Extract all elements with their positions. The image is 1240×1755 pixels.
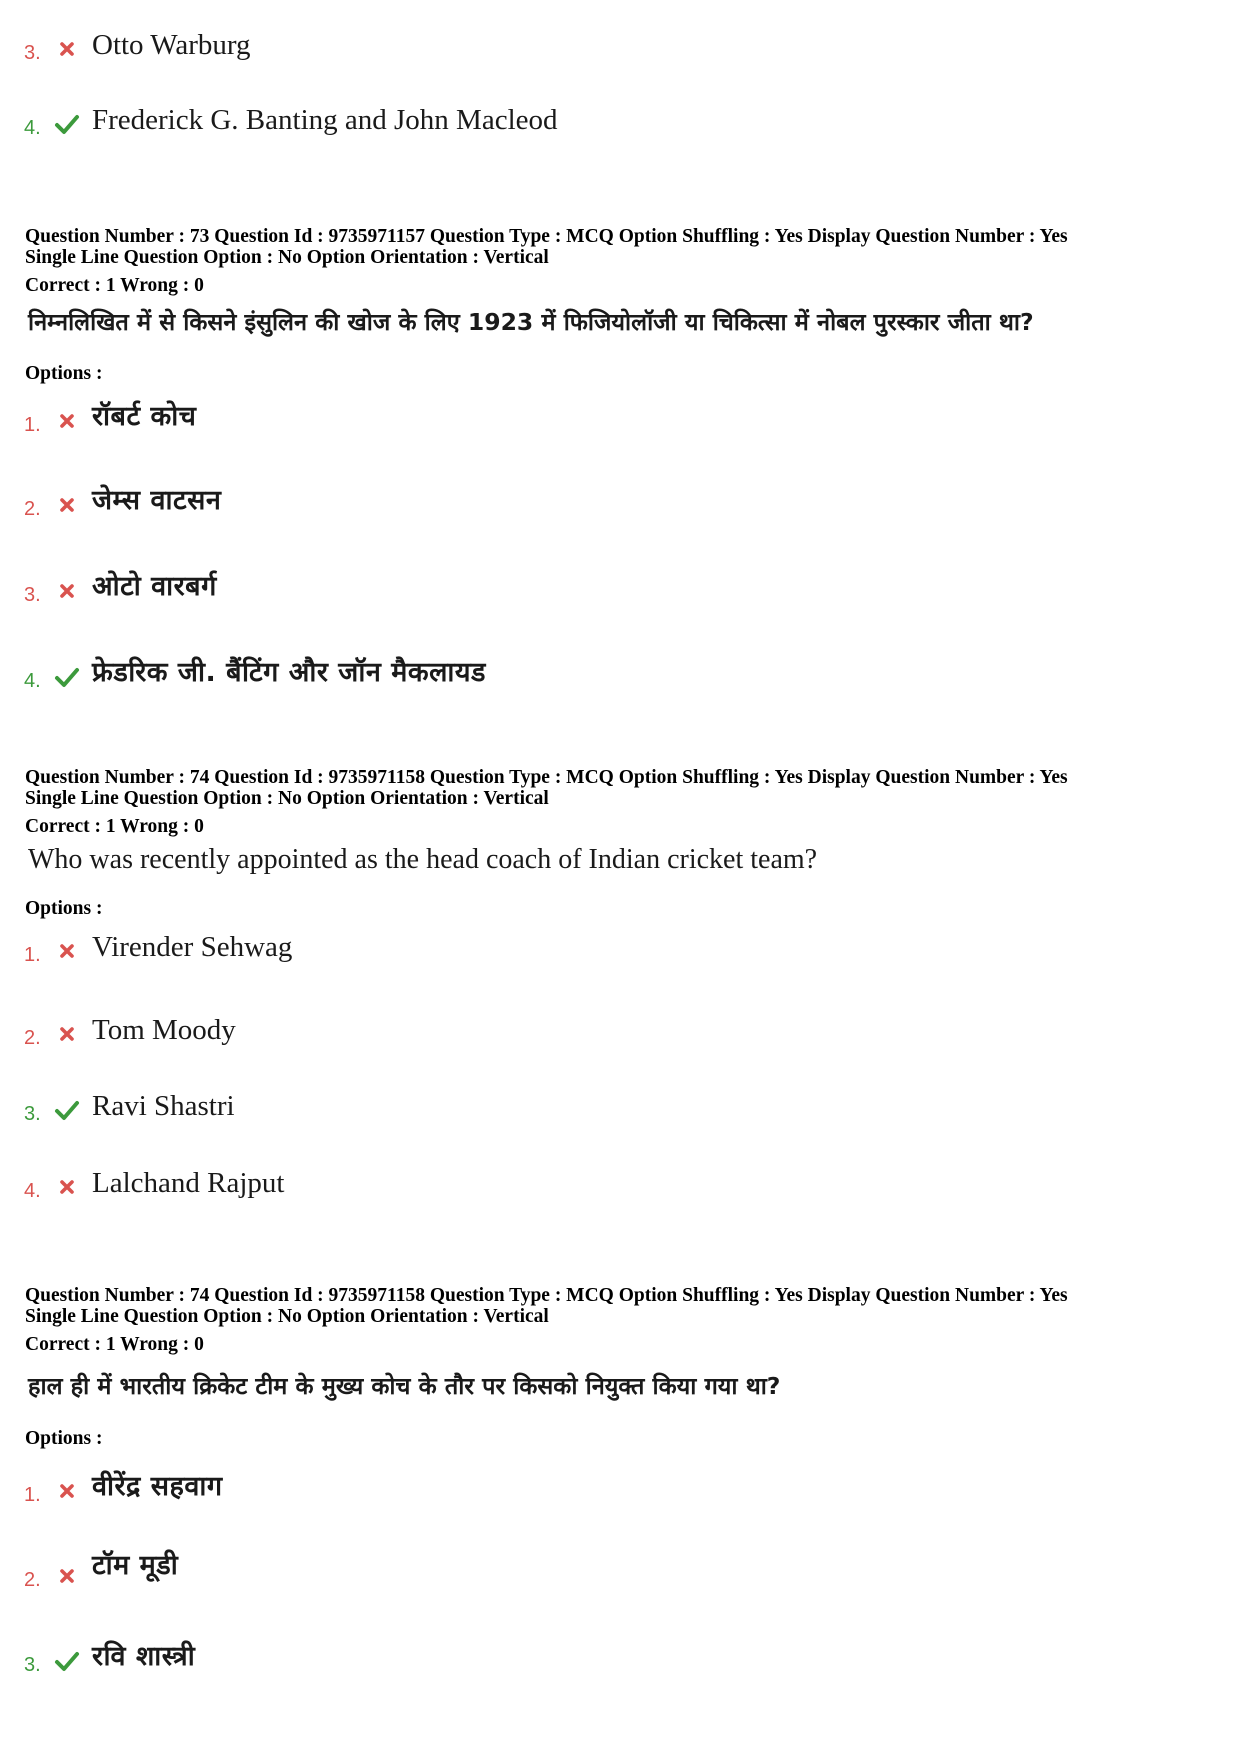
marks-line: Correct : 1 Wrong : 0 xyxy=(25,816,204,837)
option-item xyxy=(24,1640,1204,1680)
question-text: Who was recently appointed as the head coach of Indian cricket team? xyxy=(28,844,818,875)
option-item xyxy=(24,1166,1204,1206)
option-text: वीरेंद्र सहवाग xyxy=(92,1471,223,1502)
option-number: 2. xyxy=(24,1569,41,1591)
cross-icon xyxy=(54,940,80,962)
option-item xyxy=(24,400,1204,440)
cross-icon xyxy=(54,1565,80,1587)
question-text: निम्नलिखित में से किसने इंसुलिन की खोज के लिए 1923 में फिजियोलॉजी या चिकित्सा में नोबल पुरस्कार जीता था? xyxy=(28,308,1034,336)
check-icon xyxy=(54,1650,80,1672)
option-item xyxy=(24,1470,1204,1510)
option-item xyxy=(24,28,1204,68)
cross-icon xyxy=(54,38,80,60)
option-text: रॉबर्ट कोच xyxy=(92,401,197,432)
option-number: 1. xyxy=(24,1484,41,1506)
option-number: 2. xyxy=(24,498,41,520)
option-number: 2. xyxy=(24,1027,41,1049)
option-number: 4. xyxy=(24,670,41,692)
cross-icon xyxy=(54,1023,80,1045)
option-text: Ravi Shastri xyxy=(92,1090,235,1122)
option-number: 3. xyxy=(24,584,41,606)
option-text: Otto Warburg xyxy=(92,29,251,61)
cross-icon xyxy=(54,1176,80,1198)
cross-icon xyxy=(54,494,80,516)
marks-line: Correct : 1 Wrong : 0 xyxy=(25,275,204,296)
option-number: 1. xyxy=(24,414,41,436)
option-text: रवि शास्त्री xyxy=(92,1641,196,1672)
question-meta: Question Number : 74 Question Id : 9735971158 Question Type : MCQ Option Shuffling : Yes Display Question Number : Yes xyxy=(25,767,1068,788)
options-label: Options : xyxy=(25,363,103,384)
option-text: Virender Sehwag xyxy=(92,931,293,963)
options-label: Options : xyxy=(25,1428,103,1449)
option-text: Frederick G. Banting and John Macleod xyxy=(92,104,558,136)
question-text: हाल ही में भारतीय क्रिकेट टीम के मुख्य कोच के तौर पर किसको नियुक्त किया गया था? xyxy=(28,1372,781,1400)
option-number: 3. xyxy=(24,1103,41,1125)
option-number: 1. xyxy=(24,944,41,966)
option-text: Tom Moody xyxy=(92,1014,236,1046)
marks-line: Correct : 1 Wrong : 0 xyxy=(25,1334,204,1355)
options-label: Options : xyxy=(25,898,103,919)
option-item xyxy=(24,570,1204,610)
option-number: 3. xyxy=(24,42,41,64)
option-number: 4. xyxy=(24,117,41,139)
question-meta-line2: Single Line Question Option : No Option Orientation : Vertical xyxy=(25,788,549,809)
option-text: फ्रेडरिक जी. बैंटिंग और जॉन मैकलायड xyxy=(92,657,486,688)
question-meta: Question Number : 74 Question Id : 9735971158 Question Type : MCQ Option Shuffling : Yes Display Question Number : Yes xyxy=(25,1285,1068,1306)
option-text: ओटो वारबर्ग xyxy=(92,571,217,602)
option-item xyxy=(24,484,1204,524)
cross-icon xyxy=(54,1480,80,1502)
option-number: 3. xyxy=(24,1654,41,1676)
question-meta-line2: Single Line Question Option : No Option Orientation : Vertical xyxy=(25,1306,549,1327)
cross-icon xyxy=(54,580,80,602)
option-item xyxy=(24,656,1204,696)
option-item xyxy=(24,1013,1204,1053)
option-item xyxy=(24,930,1204,970)
option-text: Lalchand Rajput xyxy=(92,1167,285,1199)
option-text: टॉम मूडी xyxy=(92,1550,179,1581)
cross-icon xyxy=(54,410,80,432)
option-item xyxy=(24,1089,1204,1129)
option-item xyxy=(24,1550,1204,1595)
option-number: 4. xyxy=(24,1180,41,1202)
check-icon xyxy=(54,1099,80,1121)
question-meta: Question Number : 73 Question Id : 9735971157 Question Type : MCQ Option Shuffling : Yes Display Question Number : Yes xyxy=(25,226,1068,247)
check-icon xyxy=(54,113,80,135)
question-meta-line2: Single Line Question Option : No Option Orientation : Vertical xyxy=(25,247,549,268)
check-icon xyxy=(54,666,80,688)
option-text: जेम्स वाटसन xyxy=(92,485,222,516)
option-item xyxy=(24,103,1204,143)
